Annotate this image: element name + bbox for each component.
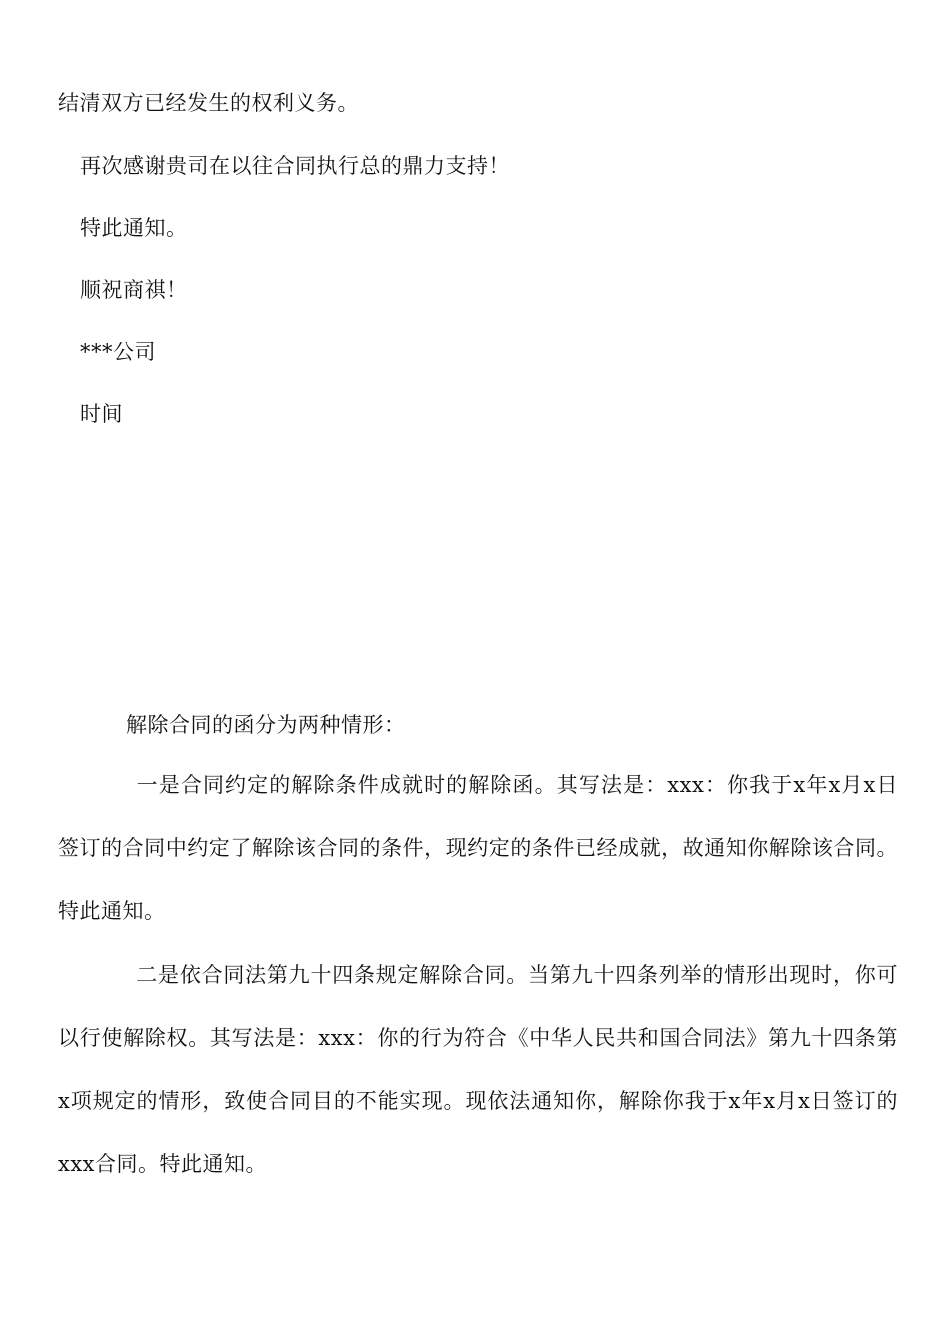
signature-date: 时间 [80,402,123,426]
section-heading: 解除合同的函分为两种情形： [126,713,406,737]
signature-company: ***公司 [80,340,156,364]
text-line-settle-rights: 结清双方已经发生的权利义务。 [58,91,359,115]
paragraph-situation-one-text: 一是合同约定的解除条件成就时的解除函。其写法是：xxx：你我于x年x月x日签订的合同中约定了解除该合同的条件，现约定的条件已经成就，故通知你解除该合同。 特此通知。 [58,773,898,923]
text-line-regards: 顺祝商祺！ [80,278,188,302]
paragraph-situation-one [58,754,898,943]
paragraph-situation-two [58,944,898,1196]
paragraph-situation-two-text: 二是依合同法第九十四条规定解除合同。当第九十四条列举的情形出现时，你可以行使解除权。其写法是：xxx：你的行为符合《中华人民共和国合同法》第九十四条第x项规定的情形，致使合同目的不能实现。现依法通知你，解除你我于x年x月x日签订的xxx合同。特此通知。 [58,963,898,1176]
text-line-thanks: 再次感谢贵司在以往合同执行总的鼎力支持！ [80,154,510,178]
text-line-notice: 特此通知。 [80,216,188,240]
